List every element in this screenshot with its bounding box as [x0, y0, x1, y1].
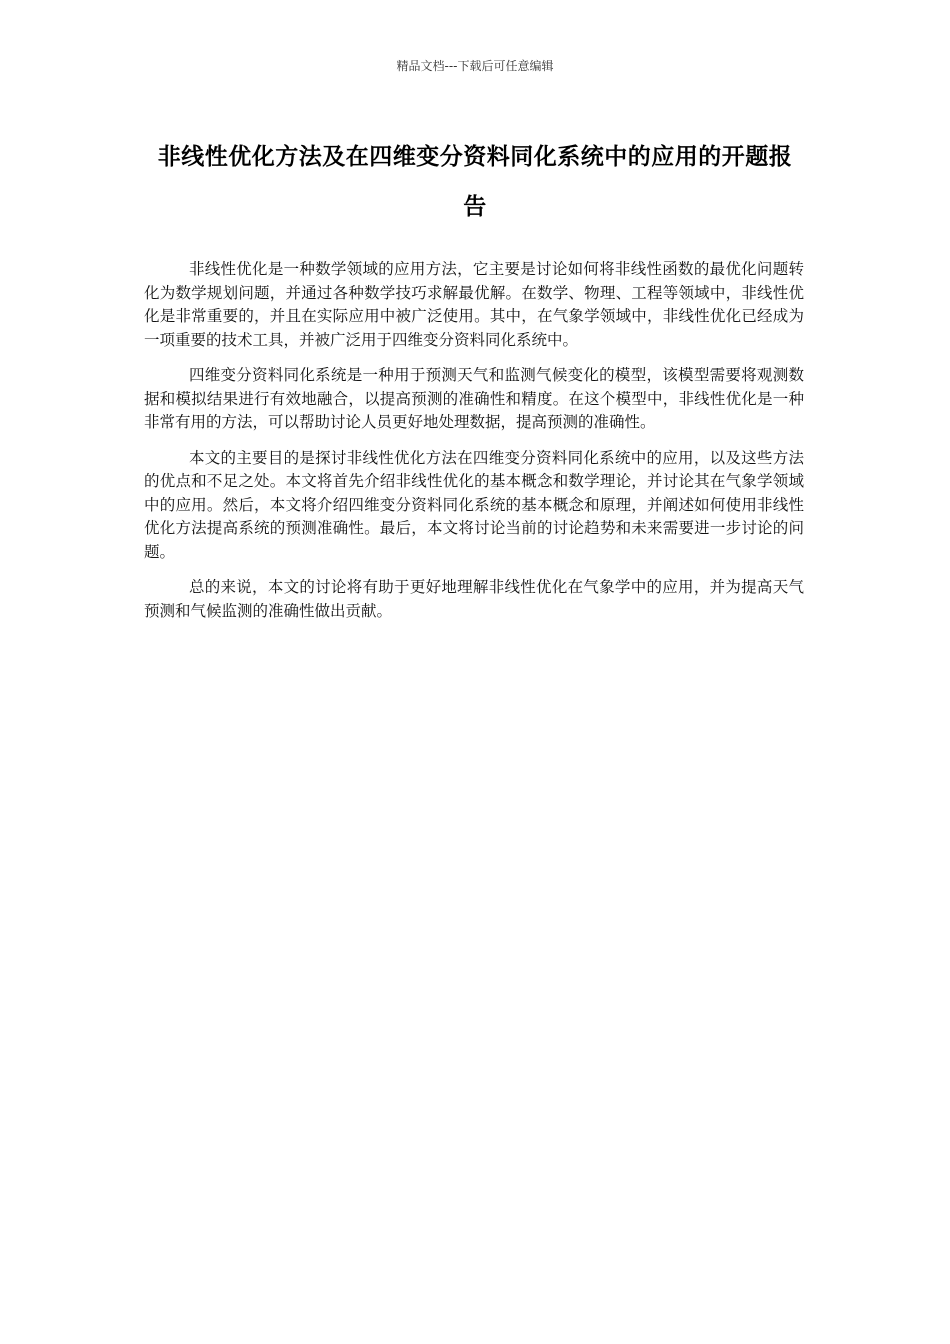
header-note: 精品文档---下载后可任意编辑 [396, 59, 554, 73]
body-paragraph-4: 总的来说，本文的讨论将有助于更好地理解非线性优化在气象学中的应用，并为提高天气预测和气候监测的准确性做出贡献。 [144, 578, 804, 620]
document-title: 非线性优化方法及在四维变分资料同化系统中的应用的开题报告 [157, 144, 793, 220]
document-body [144, 258, 804, 635]
body-paragraph-2: 四维变分资料同化系统是一种用于预测天气和监测气候变化的模型，该模型需要将观测数据和模拟结果进行有效地融合，以提高预测的准确性和精度。在这个模型中，非线性优化是一种非常有用的方法，可以帮助讨论人员更好地处理数据，提高预测的准确性。 [144, 366, 804, 431]
body-paragraph-3: 本文的主要目的是探讨非线性优化方法在四维变分资料同化系统中的应用，以及这些方法的优点和不足之处。本文将首先介绍非线性优化的基本概念和数学理论，并讨论其在气象学领域中的应用。然后，本文将介绍四维变分资料同化系统的基本概念和原理，并阐述如何使用非线性优化方法提高系统的预测准确性。最后，本文将讨论当前的讨论趋势和未来需要进一步讨论的问题。 [144, 448, 804, 561]
body-paragraph-1: 非线性优化是一种数学领域的应用方法，它主要是讨论如何将非线性函数的最优化问题转化为数学规划问题，并通过各种数学技巧求解最优解。在数学、物理、工程等领域中，非线性优化是非常重要的，并且在实际应用中被广泛使用。其中，在气象学领域中，非线性优化已经成为一项重要的技术工具，并被广泛用于四维变分资料同化系统中。 [144, 260, 804, 349]
